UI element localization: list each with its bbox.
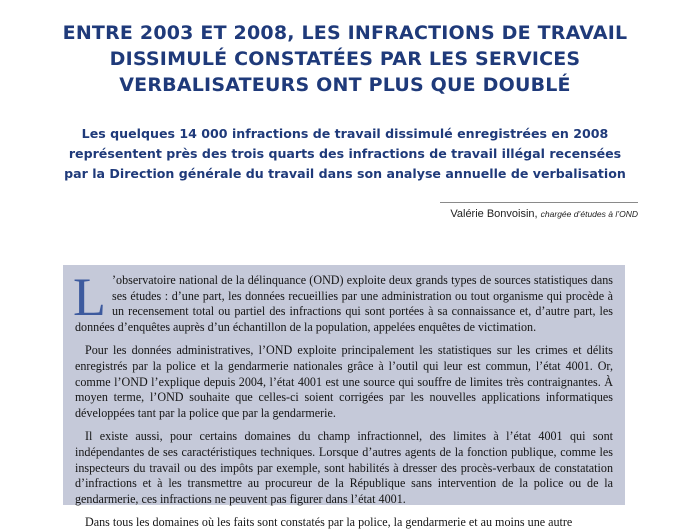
title-line-3: VERBALISATEURS ONT PLUS QUE DOUBLÉ: [119, 74, 571, 96]
article-subtitle: [30, 124, 660, 184]
paragraph-4: Dans tous les domaines où les faits sont constatés par la police, la gendarmerie et au moins une autre: [85, 515, 573, 530]
author-divider: [440, 202, 638, 203]
paragraph-2: Pour les données administratives, l’OND exploite principalement les statistiques sur les crimes et délits enregistrés par la police et la gendarmerie nationales grâce à l’outil qui leur est commun, l’état 4001. Or, comme l’OND l’explique depuis 2004, l’état 4001 est une source qui souffre de limites très contraignantes. À moyen terme, l’OND souhaite que celles-ci soient corrigées par les nouvelles applications informatiques développées tant par la police que par la gendarmerie.: [75, 343, 613, 420]
intro-box: [63, 265, 625, 530]
title-line-2: DISSIMULÉ CONSTATÉES PAR LES SERVICES: [109, 48, 581, 70]
author-role: chargée d’études à l’OND: [540, 209, 638, 219]
title-line-1: ENTRE 2003 ET 2008, LES INFRACTIONS DE TRAVAIL: [62, 22, 628, 44]
paragraph-1-text: ’observatoire national de la délinquance (OND) exploite deux grands types de sources statistiques dans ses études : d’une part, les données recueillies par une administration ou tout organisme qui procède à un recensement total ou partiel des infractions qui sont portées à sa connaissance et, d’autre part, les données d’enquêtes auprès d’un échantillon de la population, appelées enquêtes de victimation.: [75, 273, 613, 334]
author-byline: [450, 208, 638, 220]
subtitle-line-2: représentent près des trois quarts des infractions de travail illégal recensées: [68, 146, 622, 161]
article-title: [20, 20, 670, 98]
subtitle-line-3: par la Direction générale du travail dans son analyse annuelle de verbalisation: [64, 166, 626, 181]
paragraph-1: [73, 267, 613, 335]
drop-cap: L: [73, 267, 106, 327]
subtitle-line-1: Les quelques 14 000 infractions de travail dissimulé enregistrées en 2008: [81, 126, 609, 141]
paragraph-3: Il existe aussi, pour certains domaines du champ infractionnel, des limites à l’état 4001 qui sont indépendantes de ses caractéristiques techniques. Lorsque d’autres agents de la fonction publique, comme les inspecteurs du travail ou des impôts par exemple, sont habilités à dresser des procès-verbaux de constatation d’infractions et à les transmettre au procureur de la République sans intervention de la police ou de la gendarmerie, ces infractions ne peuvent pas figurer dans l’état 4001.: [75, 429, 613, 506]
author-name: Valérie Bonvoisin,: [450, 208, 538, 220]
